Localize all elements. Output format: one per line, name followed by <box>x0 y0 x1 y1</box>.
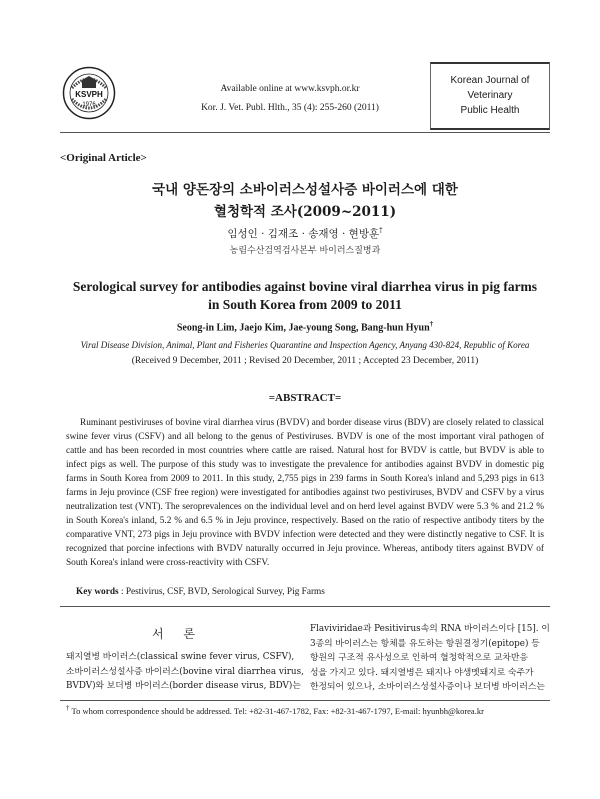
korean-authors <box>60 226 550 241</box>
header-rule <box>60 132 550 133</box>
english-author-mark: † <box>429 320 434 328</box>
citation: Kor. J. Vet. Publ. Hlth., 35 (4): 255-260 (2011) <box>201 103 379 113</box>
logo-year: 1976 <box>82 102 96 108</box>
english-title-line-1: Serological survey for antibodies against bovine viral diarrhea virus in pig farms <box>72 279 538 294</box>
korean-affiliation: 농림수산검역검사본부 바이러스질병과 <box>229 246 381 256</box>
korean-title-line-1: 국내 양돈장의 소바이러스성설사증 바이러스에 대한 <box>152 182 458 198</box>
keywords-list: : Pestivirus, CSF, BVD, Serological Survey, Pig Farms <box>120 587 325 597</box>
abstract-heading: =ABSTRACT= <box>268 392 342 404</box>
footnote-text: To whom correspondence should be addressed. Tel: +82-31-467-1782, Fax: +82-31-467-1797, E-mail: hyunbh@korea.kr <box>71 705 484 716</box>
intro-left-line: 돼지열병 바이러스(classical swine fever virus, CSFV), <box>66 652 295 662</box>
english-affiliation: Viral Disease Division, Animal, Plant and Fisheries Quarantine and Inspection Agency, Anyang 430-824, Republic of Korea <box>80 340 530 350</box>
intro-left-column <box>66 650 304 694</box>
journal-line-2: Veterinary <box>467 90 513 101</box>
journal-logo <box>62 66 116 120</box>
footnote-mark: † <box>66 704 70 712</box>
available-online: Available online at www.ksvph.or.kr <box>220 84 360 94</box>
article-type: <Original Article> <box>60 152 147 164</box>
journal-line-1: Korean Journal of <box>450 75 530 86</box>
english-title-line-2: in South Korea from 2009 to 2011 <box>208 297 402 312</box>
keywords <box>76 587 546 597</box>
korean-author-mark: † <box>379 226 383 235</box>
korean-title-line-2: 혈청학적 조사(2009~2011) <box>213 204 397 220</box>
received-dates: (Received 9 December, 2011 ; Revised 20 December, 2011 ; Accepted 23 December, 2011) <box>131 356 479 366</box>
intro-right-line: 성을 가지고 있다. 돼지열병은 돼지나 야생멧돼지로 숙주가 <box>310 667 534 678</box>
intro-left-line: 소바이러스성설사증 바이러스(bovine viral diarrhea virus, <box>66 666 304 677</box>
intro-heading: 서 론 <box>152 627 203 641</box>
english-author-names: Seong-in Lim, Jaejo Kim, Jae-young Song, Bang-hun Hyun <box>176 322 430 334</box>
korean-author-names: 임성인 · 김재조 · 송재영 · 현방훈 <box>227 228 380 240</box>
journal-name-box <box>430 62 550 130</box>
intro-left-line: BVDV)와 보더병 바이러스(border disease virus, BDV)는 <box>66 681 301 691</box>
abstract-text: Ruminant pestiviruses of bovine viral diarrhea virus (BVDV) and border disease virus (BDV) are closely related to classical swine fever virus (CSFV) and all belong to the genus of Pestiviruses. BVDV is one of the most important viral pathogen of cattle and has been recorded in most countries where cattle are raised. Natural host for BVDV is cattle, but BVDV is able to infect pigs as well. The purpose of this study was to investigate the prevalence for antibodies against BVDV in domestic pig farms in South Korea from 2009 to 2011. In this study, 2,755 pigs in 239 farms in South Korea's inland and 5,293 pigs in 613 farms in Jeju province (CSF free region) were investigated for antibodies against two pestiviruses, BVDV and CSFV by a virus neutralization test (VNT). The seroprevalences on the individual level and on herd level against BVDV were 5.3 % and 21.2 % in South Korea's inland, 5.2 % and 6.5 % in Jeju province, respectively. Based on the ratio of respective antibody titers by the comparative VNT, 273 pigs in Jeju province with BVDV infection were detected and they were distinctly negative to CSF. It is recognized that porcine infections with BVDV naturally occurred in Jeju province. Whereas, antibody titers against BVDV of South Korea's inland were cross-reactivity with CSFV. <box>66 418 544 569</box>
footnote <box>66 704 546 716</box>
intro-right-line: Flaviviridae과 Pesitivirus속의 RNA 바이러스이다 [15]. 이 <box>310 624 550 634</box>
abstract-rule <box>60 606 550 607</box>
intro-right-line: 한정되어 있으나, 소바이러스성설사증이나 보더병 바이러스는 <box>310 682 545 692</box>
intro-right-line: 항원의 구조적 유사성으로 인하여 혈청학적으로 교차반응 <box>310 653 528 663</box>
keywords-label: Key words <box>76 587 119 597</box>
footnote-rule <box>60 700 550 701</box>
english-authors <box>60 320 550 333</box>
journal-line-3: Public Health <box>460 105 520 116</box>
intro-right-column <box>310 622 548 695</box>
logo-text: KSVPH <box>75 90 103 99</box>
intro-right-line: 3종의 바이러스는 항체를 유도하는 항원결정기(epitope) 등 <box>310 638 540 649</box>
